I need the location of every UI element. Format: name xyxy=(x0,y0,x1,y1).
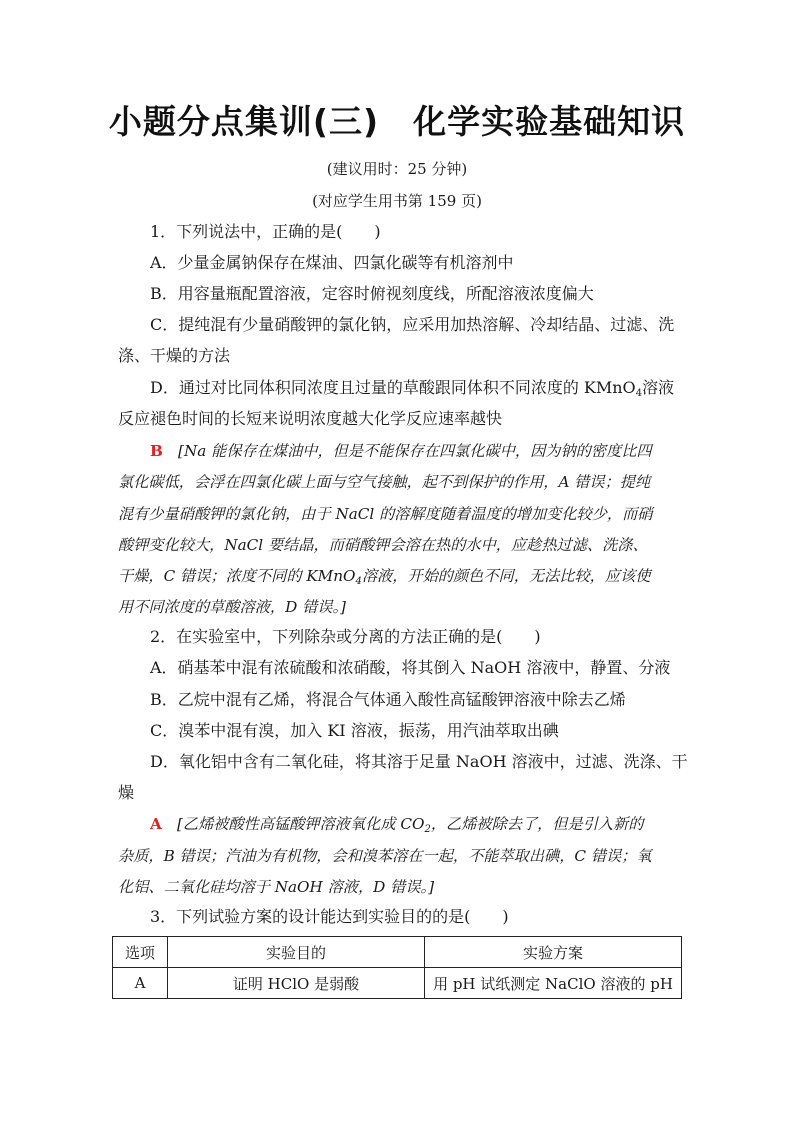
q2-option-c: C．溴苯中混有溴，加入 KI 溶液，振荡，用汽油萃取出碘 xyxy=(150,721,559,740)
q3-stem: 3．下列试验方案的设计能达到实验目的的是( ) xyxy=(150,907,509,926)
q1-option-c-line2: 涤、干燥的方法 xyxy=(118,346,231,365)
q3-options-table xyxy=(112,936,682,999)
q1-explanation-line6: 用不同浓度的草酸溶液，D 错误。] xyxy=(118,598,346,616)
textbook-reference: (对应学生用书第 159 页) xyxy=(312,192,482,210)
q2-explanation-line1: A [乙烯被酸性高锰酸钾溶液氧化成 $CO_2$，乙烯被除去了，但是引入新的 xyxy=(150,815,644,835)
suggested-time: (建议用时：25 分钟) xyxy=(326,160,468,178)
q1-explanation-line2: 氯化碳低，会浮在四氯化碳上面与空气接触，起不到保护的作用，A 错误；提纯 xyxy=(118,473,651,491)
q2-answer: A xyxy=(150,815,162,833)
q1-explanation-line5: 干燥，C 错误；浓度不同的 KMnO$_4$溶液，开始的颜色不同，无法比较，应该使 xyxy=(118,567,651,587)
q1-option-a: A．少量金属钠保存在煤油、四氯化碳等有机溶剂中 xyxy=(150,253,514,272)
title-topic: 化学实验基础知识 xyxy=(413,102,686,141)
table-cell-plan: 用 pH 试纸测定 NaClO 溶液的 pH xyxy=(425,968,682,999)
table-cell-option: A xyxy=(113,968,168,999)
q2-option-d-line1: D．氧化铝中含有二氧化硅，将其溶于足量 NaOH 溶液中，过滤、洗涤、干 xyxy=(150,752,688,771)
q2-explanation-line2: 杂质，B 错误；汽油为有机物，会和溴苯溶在一起，不能萃取出碘，C 错误；氧 xyxy=(118,847,652,865)
title-series: 小题分点集训(三) xyxy=(108,102,380,141)
q1-option-d-line1: D．通过对比同体积同浓度且过量的草酸跟同体积不同浓度的 KMnO$_4$溶液 xyxy=(150,378,675,399)
q1-stem: 1．下列说法中，正确的是( ) xyxy=(150,222,381,241)
q2-stem: 2．在实验室中，下列除杂或分离的方法正确的是( ) xyxy=(150,627,541,646)
table-header-purpose: 实验目的 xyxy=(168,937,425,968)
table-header-plan: 实验方案 xyxy=(425,937,682,968)
q1-explanation-line3: 混有少量硝酸钾的氯化钠，由于 NaCl 的溶解度随着温度的增加变化较少，而硝 xyxy=(118,505,653,523)
q1-answer: B xyxy=(150,442,163,460)
q1-option-d-line2: 反应褪色时间的长短来说明浓度越大化学反应速率越快 xyxy=(118,409,503,428)
q2-option-a: A．硝基苯中混有浓硫酸和浓硝酸，将其倒入 NaOH 溶液中，静置、分液 xyxy=(150,658,671,677)
table-header-option: 选项 xyxy=(113,937,168,968)
q1-explanation-line4: 酸钾变化较大，NaCl 要结晶，而硝酸钾会溶在热的水中，应趁热过滤、洗涤、 xyxy=(118,536,648,554)
table-cell-purpose: 证明 HClO 是弱酸 xyxy=(168,968,425,999)
table-header-row xyxy=(113,937,682,968)
q1-option-b: B．用容量瓶配置溶液，定容时俯视刻度线，所配溶液浓度偏大 xyxy=(150,284,594,303)
q2-explanation-line3: 化铝、二氧化硅均溶于 NaOH 溶液，D 错误。] xyxy=(118,878,435,896)
page-title xyxy=(0,96,794,143)
q2-option-d-line2: 燥 xyxy=(118,783,135,802)
q1-option-c-line1: C．提纯混有少量硝酸钾的氯化钠，应采用加热溶解、冷却结晶、过滤、洗 xyxy=(150,315,675,334)
q2-option-b: B．乙烷中混有乙烯，将混合气体通入酸性高锰酸钾溶液中除去乙烯 xyxy=(150,690,626,709)
q1-explanation-line1: B [Na 能保存在煤油中，但是不能保存在四氯化碳中，因为钠的密度比四 xyxy=(150,442,652,460)
table-row xyxy=(113,968,682,999)
